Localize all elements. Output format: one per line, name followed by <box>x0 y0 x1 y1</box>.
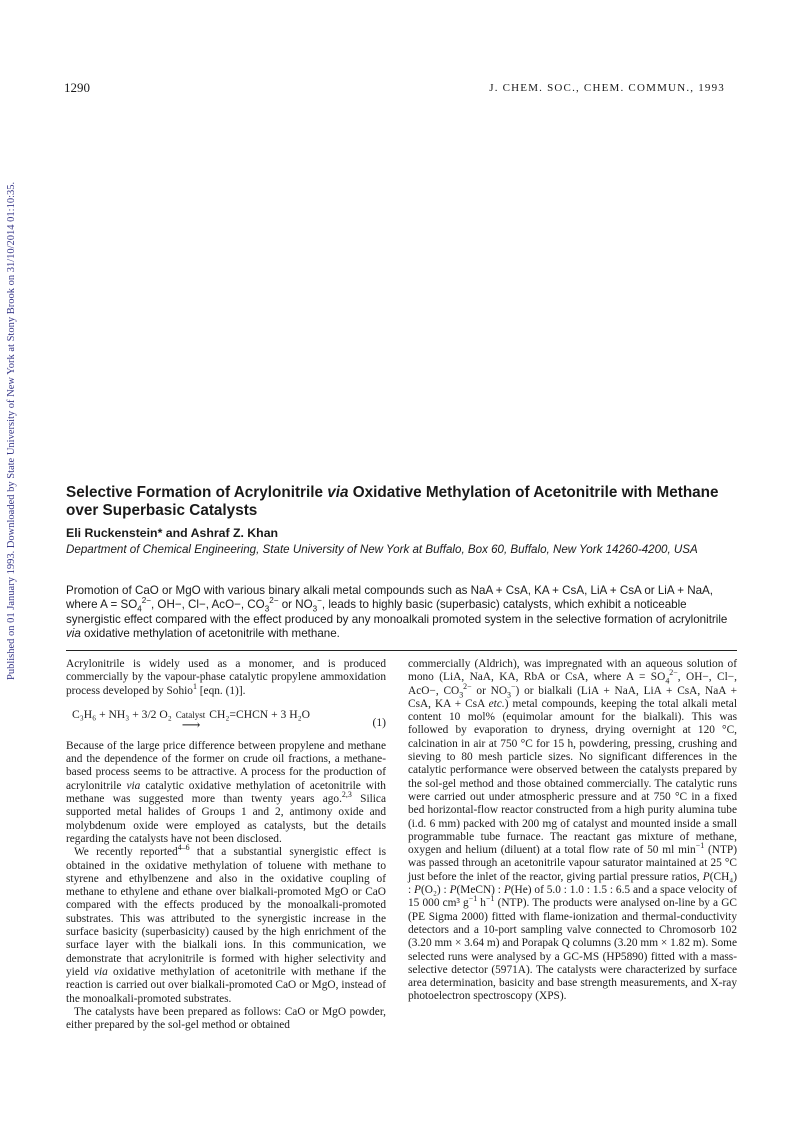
body-text: commercially (Aldrich), was impregnated with an aqueous solution of mono (LiA, NaA, KA, RbA or CsA, where A = SO <box>408 658 737 684</box>
body-column-right <box>408 658 737 1004</box>
catalyst-label: Catalyst <box>175 709 206 720</box>
subscript: 3 <box>459 689 464 699</box>
italic-via: via <box>93 965 108 978</box>
affiliation: Department of Chemical Engineering, State University of New York at Buffalo, Box 60, Buffalo, New York 14260-4200, USA <box>66 543 698 556</box>
title-text: Oxidative Methylation of Acetonitrile with Methane over Superbasic Catalysts <box>66 484 719 519</box>
body-text: (He) of 5.0 : 1.0 : 1.5 : 6.5 and a space velocity of 15 000 cm³ g <box>408 884 738 910</box>
superscript: 2− <box>269 596 279 606</box>
title-text: Selective Formation of Acrylonitrile <box>66 484 328 501</box>
body-text: We recently reported <box>74 846 178 859</box>
italic-p: P <box>449 884 457 897</box>
subscript: 3 <box>264 604 270 614</box>
body-text: (MeCN) : <box>456 884 504 897</box>
superscript: −1 <box>485 894 495 904</box>
equation-number: (1) <box>372 715 386 729</box>
equation-rhs: CH₂=CHCN + 3 H₂O <box>209 707 310 721</box>
abstract <box>66 584 738 642</box>
body-text: h <box>477 897 486 910</box>
superscript: − <box>317 596 322 606</box>
paragraph <box>66 843 386 1006</box>
body-text: oxidative methylation of acetonitrile with methane if the reaction is carried out over bialkali-promoted CaO or MgO, instead of the monoalkali-promoted substrates. <box>66 965 386 1005</box>
arrow-icon: ⟶ <box>181 716 200 732</box>
journal-header: J. CHEM. SOC., CHEM. COMMUN., 1993 <box>489 82 725 94</box>
equation-lhs: C₃H₆ + NH₃ + 3/2 O₂ <box>72 707 172 721</box>
abstract-text: oxidative methylation of acetonitrile with methane. <box>80 627 340 641</box>
section-divider <box>66 650 737 651</box>
body-text: , OH−, Cl−, AcO−, CO <box>408 671 737 697</box>
reference-mark: 4–6 <box>177 843 190 853</box>
paragraph <box>66 740 386 846</box>
body-text: ) metal compounds, keeping the total alkali metal content 10 mol% (equimolar amount for the bialkali). This was followed by evaporation to dryness, drying overnight at 120 °C, calcination in air at 750 °C for 15 h, powdering, pressing, crushing and sieving to 80 mesh particle sizes. No significant differences in the catalytic performance were observed between the catalysts prepared by the sol-gel method and those obtained commercially. The catalytic runs were carried out under atmospheric pressure and at 750 °C in a fixed bed horizontal-flow reactor constructed from a high purity alumina tube (i.d. 6 mm) packed with 200 mg of catalyst and mounted inside a small programmable tube furnace. The reactant gas mixture of methane, oxygen and helium (diluent) at a total flow rate of 50 ml min <box>408 697 737 857</box>
body-column-left <box>66 658 386 1032</box>
superscript: −1 <box>695 841 705 851</box>
superscript: 2− <box>141 596 151 606</box>
reference-mark: 1 <box>192 681 197 691</box>
body-text: catalytic oxidative methylation of acetonitrile with methane was suggested more than twenty years ago. <box>66 779 386 806</box>
superscript: −1 <box>468 894 478 904</box>
body-text: Acrylonitrile is widely used as a monomer, and is produced commercially by the vapour-phase catalytic propylene ammoxidation process developed by Sohio <box>66 658 386 697</box>
superscript: 2− <box>463 681 472 691</box>
abstract-text: , leads to highly basic (superbasic) catalysts, which exhibit a noticeable synergistic effect compared with the effect produced by any monoalkali promoted system in the selective formation of acrylonitrile <box>66 598 728 626</box>
body-text: (NTP) was passed through an acetonitrile vapour saturator maintained at 25 °C just before the inlet of the reactor, giving partial pressure ratios, <box>408 844 737 883</box>
reference-mark: 2,3 <box>341 790 352 800</box>
body-text: Because of the large price difference between propylene and methane and the dependence of the former on crude oil fractions, a methane-based process seems to be attractive. A process for the production of acrylonitrile <box>66 739 386 792</box>
title-via: via <box>327 484 349 501</box>
subscript: 3 <box>507 689 512 699</box>
equation-reactants <box>72 708 310 730</box>
subscript: 4 <box>137 604 142 614</box>
download-watermark: Published on 01 January 1993. Downloaded by State University of New York at Stony Brook on 31/10/2014 01:10:35. <box>6 181 17 680</box>
abstract-text: , OH−, Cl−, AcO−, CO <box>150 598 265 612</box>
body-text: (NTP). The products were analysed on-line by a GC (PE Sigma 2000) fitted with flame-ionization and thermal-conductivity detectors and a 10-port sampling valve connected to Chromosorb 102 (3.20 mm × 3.64 m) and Porapak Q columns (3.20 mm × 1.82 m). Some selected runs were analysed by a GC-MS (HP5890) fitted with a mass-selective detector (5971A). The catalysts were characterized by surface area determination, basicity and base strength measurements, and X-ray photoelectron spectroscopy (XPS). <box>408 897 737 1003</box>
article-title <box>66 484 736 520</box>
body-text: or NO <box>471 684 508 697</box>
abstract-text: Promotion of CaO or MgO with various binary alkali metal compounds such as NaA + CsA, KA + CsA, LiA + CsA or LiA + NaA, where A = SO <box>66 584 713 612</box>
subscript: 3 <box>312 604 318 614</box>
abstract-text: or NO <box>278 598 313 612</box>
abstract-via: via <box>66 627 81 641</box>
page-number: 1290 <box>64 80 90 95</box>
paragraph <box>408 658 737 1004</box>
body-text: that a substantial synergistic effect is obtained in the oxidative methylation of toluene with methane to styrene and ethylbenzene and also in the oxidative coupling of methane to ethylene and ethane over bialkali-promoted MgO or CaO compared with the effects produced by the monoalkali-promoted substrates. This was attributed to the synergistic increase in the surface basicity (superbasicity) caused by the high enrichment of the surface layer with the bialkali ions. In this communication, we demonstrate that acrylonitrile is formed with higher selectivity and yield <box>66 846 386 978</box>
reaction-arrow <box>176 711 206 730</box>
superscript: − <box>511 681 516 691</box>
body-text: Silica supported metal halides of Groups 1 and 2, antimony oxide and molybdenum oxide were employed as catalysts, but the details regarding the catalysts have not been disclosed. <box>66 793 386 845</box>
body-text: (CH₄) : <box>408 870 737 897</box>
paragraph <box>66 658 386 698</box>
italic-p: P <box>503 884 511 897</box>
italic-p: P <box>414 884 421 897</box>
equation-1 <box>72 708 386 730</box>
subscript: 4 <box>665 676 670 686</box>
body-text: [eqn. (1)]. <box>196 684 246 697</box>
body-text: ) or bialkali (LiA + NaA, LiA + CsA, NaA + CsA, KA + CsA <box>408 684 737 710</box>
body-text: (O₂) : <box>420 884 450 897</box>
italic-via: via <box>126 779 141 792</box>
italic-p: P <box>702 870 710 883</box>
superscript: 2− <box>669 668 678 678</box>
authors: Eli Ruckenstein* and Ashraf Z. Khan <box>66 526 279 540</box>
paragraph: The catalysts have been prepared as follows: CaO or MgO powder, either prepared by the sol-gel method or obtained <box>66 1005 386 1032</box>
italic-etc: etc. <box>488 697 505 710</box>
